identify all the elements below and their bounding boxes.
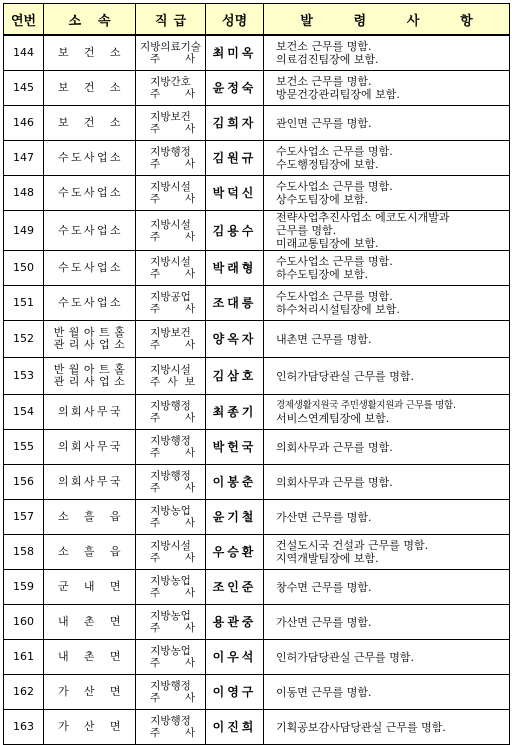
cell-no: 148 bbox=[4, 176, 44, 211]
cell-desc: 내촌면 근무를 명함. bbox=[264, 321, 510, 358]
cell-no: 149 bbox=[4, 211, 44, 251]
cell-no: 146 bbox=[4, 106, 44, 141]
cell-no: 152 bbox=[4, 321, 44, 358]
header-no: 연번 bbox=[4, 4, 44, 36]
cell-no: 161 bbox=[4, 640, 44, 675]
cell-name: 윤정숙 bbox=[206, 71, 264, 106]
cell-name: 김희자 bbox=[206, 106, 264, 141]
cell-dept: 수 도 사 업 소 bbox=[44, 176, 136, 211]
table-row bbox=[4, 141, 510, 176]
cell-rank: 지방시설 주 사 bbox=[136, 176, 206, 211]
cell-desc: 이동면 근무를 명함. bbox=[264, 675, 510, 710]
cell-no: 162 bbox=[4, 675, 44, 710]
cell-desc: 창수면 근무를 명함. bbox=[264, 570, 510, 605]
cell-name: 박래형 bbox=[206, 251, 264, 286]
cell-no: 145 bbox=[4, 71, 44, 106]
cell-rank: 지방농업 주 사 bbox=[136, 605, 206, 640]
table-row bbox=[4, 35, 510, 71]
cell-dept: 소 흘 읍 bbox=[44, 500, 136, 535]
cell-dept: 의 회 사 무 국 bbox=[44, 465, 136, 500]
cell-rank: 지방간호 주 사 bbox=[136, 71, 206, 106]
cell-dept: 의 회 사 무 국 bbox=[44, 430, 136, 465]
table-row bbox=[4, 605, 510, 640]
table-header-row bbox=[4, 4, 510, 36]
cell-desc: 보건소 근무를 명함. 방문건강관리팀장에 보함. bbox=[264, 71, 510, 106]
cell-no: 157 bbox=[4, 500, 44, 535]
cell-name: 김원규 bbox=[206, 141, 264, 176]
cell-dept: 수 도 사 업 소 bbox=[44, 251, 136, 286]
table-row bbox=[4, 286, 510, 321]
header-desc bbox=[264, 4, 510, 36]
header-rank-text: 직 급 bbox=[154, 13, 187, 29]
table-row bbox=[4, 675, 510, 710]
cell-desc: 전략사업추진사업소 에코도시개발과 근무를 명함. 미래교통팀장에 보함. bbox=[264, 211, 510, 251]
cell-rank: 지방보건 주 사 bbox=[136, 321, 206, 358]
cell-no: 154 bbox=[4, 395, 44, 430]
cell-dept: 수 도 사 업 소 bbox=[44, 141, 136, 176]
cell-rank: 지방공업 주 사 bbox=[136, 286, 206, 321]
cell-name: 윤기철 bbox=[206, 500, 264, 535]
cell-desc: 인허가담당관실 근무를 명함. bbox=[264, 640, 510, 675]
cell-no: 147 bbox=[4, 141, 44, 176]
cell-rank: 지방행정 주 사 bbox=[136, 710, 206, 745]
table-row bbox=[4, 500, 510, 535]
cell-name: 이진희 bbox=[206, 710, 264, 745]
table-row bbox=[4, 321, 510, 358]
cell-name: 최종기 bbox=[206, 395, 264, 430]
cell-rank: 지방행정 주 사 bbox=[136, 141, 206, 176]
cell-desc: 가산면 근무를 명함. bbox=[264, 605, 510, 640]
cell-dept: 내 촌 면 bbox=[44, 605, 136, 640]
header-name-text: 성 명 bbox=[222, 13, 248, 29]
cell-dept: 가 산 면 bbox=[44, 710, 136, 745]
cell-desc: 건설도시국 건설과 근무를 명함. 지역개발팀장에 보함. bbox=[264, 535, 510, 570]
cell-name: 박헌국 bbox=[206, 430, 264, 465]
header-desc-text: 발 령 사 항 bbox=[300, 13, 473, 29]
cell-rank: 지방행정 주 사 bbox=[136, 675, 206, 710]
cell-no: 150 bbox=[4, 251, 44, 286]
cell-rank: 지방시설 주 사 보 bbox=[136, 358, 206, 395]
cell-rank: 지방시설 주 사 bbox=[136, 251, 206, 286]
cell-desc: 수도사업소 근무를 명함. 상수도팀장에 보함. bbox=[264, 176, 510, 211]
cell-name: 이영구 bbox=[206, 675, 264, 710]
table-row bbox=[4, 465, 510, 500]
table-row bbox=[4, 395, 510, 430]
cell-no: 144 bbox=[4, 35, 44, 71]
cell-dept: 보 건 소 bbox=[44, 106, 136, 141]
cell-dept: 반 월 아 트 홀 관 리 사 업 소 bbox=[44, 358, 136, 395]
cell-name: 최미옥 bbox=[206, 35, 264, 71]
cell-desc: 경제생활지원국 주민생활지원과 근무를 명함. 서비스연계팀장에 보함. bbox=[264, 395, 510, 430]
cell-name: 조인준 bbox=[206, 570, 264, 605]
cell-dept: 소 흘 읍 bbox=[44, 535, 136, 570]
header-dept bbox=[44, 4, 136, 36]
cell-name: 이봉춘 bbox=[206, 465, 264, 500]
table-row bbox=[4, 176, 510, 211]
cell-desc: 수도사업소 근무를 명함. 하수도팀장에 보함. bbox=[264, 251, 510, 286]
cell-name: 김삼호 bbox=[206, 358, 264, 395]
header-dept-text: 소 속 bbox=[68, 13, 111, 29]
cell-name: 박덕신 bbox=[206, 176, 264, 211]
cell-no: 153 bbox=[4, 358, 44, 395]
table-row bbox=[4, 358, 510, 395]
cell-dept: 수 도 사 업 소 bbox=[44, 286, 136, 321]
table-row bbox=[4, 251, 510, 286]
cell-rank: 지방농업 주 사 bbox=[136, 500, 206, 535]
cell-name: 우승환 bbox=[206, 535, 264, 570]
cell-rank: 지방시설 주 사 bbox=[136, 535, 206, 570]
cell-name: 김용수 bbox=[206, 211, 264, 251]
cell-desc: 수도사업소 근무를 명함. 수도행정팀장에 보함. bbox=[264, 141, 510, 176]
table-row bbox=[4, 71, 510, 106]
cell-no: 155 bbox=[4, 430, 44, 465]
cell-no: 156 bbox=[4, 465, 44, 500]
cell-name: 조대릉 bbox=[206, 286, 264, 321]
cell-rank: 지방행정 주 사 bbox=[136, 465, 206, 500]
cell-desc: 가산면 근무를 명함. bbox=[264, 500, 510, 535]
cell-rank: 지방농업 주 사 bbox=[136, 570, 206, 605]
cell-dept: 의 회 사 무 국 bbox=[44, 395, 136, 430]
cell-no: 151 bbox=[4, 286, 44, 321]
table-row bbox=[4, 535, 510, 570]
cell-desc: 의회사무과 근무를 명함. bbox=[264, 465, 510, 500]
cell-dept: 가 산 면 bbox=[44, 675, 136, 710]
cell-dept: 반 월 아 트 홀 관 리 사 업 소 bbox=[44, 321, 136, 358]
table-row bbox=[4, 570, 510, 605]
cell-desc: 보건소 근무를 명함. 의료검진팀장에 보함. bbox=[264, 35, 510, 71]
cell-desc: 관인면 근무를 명함. bbox=[264, 106, 510, 141]
cell-dept: 수 도 사 업 소 bbox=[44, 211, 136, 251]
personnel-order-table bbox=[3, 3, 510, 745]
cell-rank: 지방행정 주 사 bbox=[136, 430, 206, 465]
cell-desc: 의회사무과 근무를 명함. bbox=[264, 430, 510, 465]
cell-desc: 수도사업소 근무를 명함. 하수처리시설팀장에 보함. bbox=[264, 286, 510, 321]
cell-no: 159 bbox=[4, 570, 44, 605]
cell-rank: 지방농업 주 사 bbox=[136, 640, 206, 675]
header-rank bbox=[136, 4, 206, 36]
cell-desc: 인허가담당관실 근무를 명함. bbox=[264, 358, 510, 395]
cell-no: 163 bbox=[4, 710, 44, 745]
cell-name: 이우석 bbox=[206, 640, 264, 675]
cell-dept: 보 건 소 bbox=[44, 35, 136, 71]
table-row bbox=[4, 430, 510, 465]
table-row bbox=[4, 710, 510, 745]
cell-dept: 내 촌 면 bbox=[44, 640, 136, 675]
cell-name: 양옥자 bbox=[206, 321, 264, 358]
cell-dept: 보 건 소 bbox=[44, 71, 136, 106]
cell-name: 용관중 bbox=[206, 605, 264, 640]
cell-rank: 지방보건 주 사 bbox=[136, 106, 206, 141]
table-row bbox=[4, 640, 510, 675]
cell-no: 160 bbox=[4, 605, 44, 640]
cell-rank: 지방시설 주 사 bbox=[136, 211, 206, 251]
header-name bbox=[206, 4, 264, 36]
cell-desc: 기획공보감사담당관실 근무를 명함. bbox=[264, 710, 510, 745]
cell-no: 158 bbox=[4, 535, 44, 570]
table-row bbox=[4, 211, 510, 251]
cell-dept: 군 내 면 bbox=[44, 570, 136, 605]
cell-rank: 지방행정 주 사 bbox=[136, 395, 206, 430]
cell-rank: 지방의료기술 주 사 bbox=[136, 35, 206, 71]
table-row bbox=[4, 106, 510, 141]
